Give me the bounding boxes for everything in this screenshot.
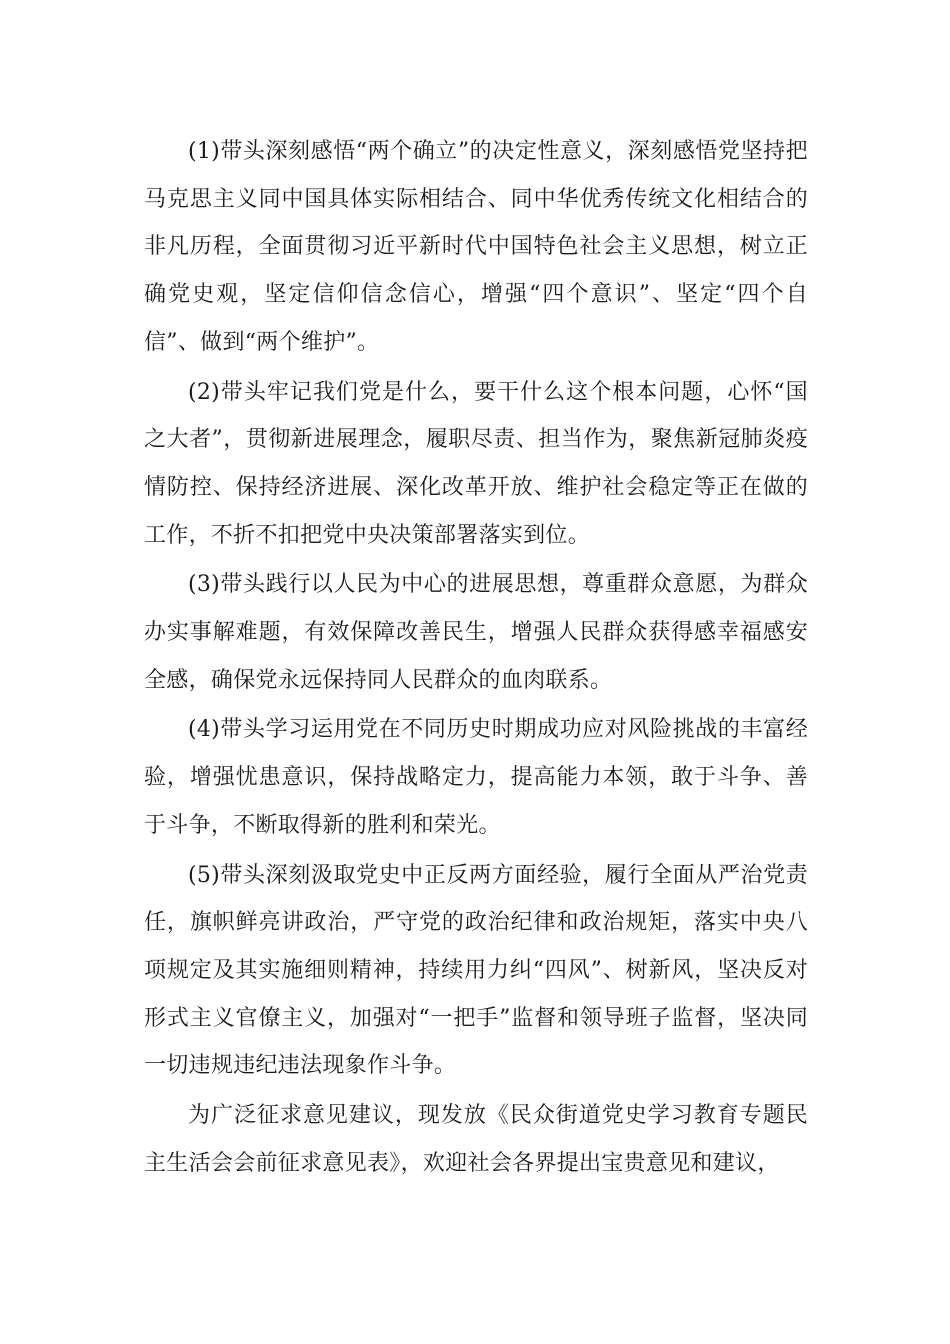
paragraph-closing: 为广泛征求意见建议，现发放《民众街道党史学习教育专题民主生活会会前征求意见表》，欢迎社会各界提出宝贵意见和建议， — [144, 1103, 808, 1176]
paragraph-item-4: (4)带头学习运用党在不同历史时期成功应对风险挑战的丰富经验，增强忧患意识，保持战略定力，提高能力本领，敢于斗争、善于斗争，不断取得新的胜利和荣光。 — [144, 717, 808, 838]
paragraph-item-2: (2)带头牢记我们党是什么，要干什么这个根本问题，心怀“国之大者”，贯彻新进展理念，履职尽责、担当作为，聚焦新冠肺炎疫情防控、保持经济进展、深化改革开放、维护社会稳定等正在做的工作，不折不扣把党中央决策部署落实到位。 — [144, 379, 808, 548]
paragraph-item-1: (1)带头深刻感悟“两个确立”的决定性意义，深刻感悟党坚持把马克思主义同中国具体实际相结合、同中华优秀传统文化相结合的非凡历程，全面贯彻习近平新时代中国特色社会主义思想，树立正确党史观，坚定信仰信念信心，增强“四个意识”、坚定“四个自信”、做到“两个维护”。 — [144, 139, 808, 355]
paragraph-item-3: (3)带头践行以人民为中心的进展思想，尊重群众意愿，为群众办实事解难题，有效保障改善民生，增强人民群众获得感幸福感安全感，确保党永远保持同人民群众的血肉联系。 — [144, 572, 808, 693]
paragraph-item-5: (5)带头深刻汲取党史中正反两方面经验，履行全面从严治党责任，旗帜鲜亮讲政治，严守党的政治纪律和政治规矩，落实中央八项规定及其实施细则精神，持续用力纠“四风”、树新风，坚决反对形式主义官僚主义，加强对“一把手”监督和领导班子监督，坚决同一切违规违纪违法现象作斗争。 — [144, 862, 808, 1079]
document-body — [144, 128, 808, 1189]
